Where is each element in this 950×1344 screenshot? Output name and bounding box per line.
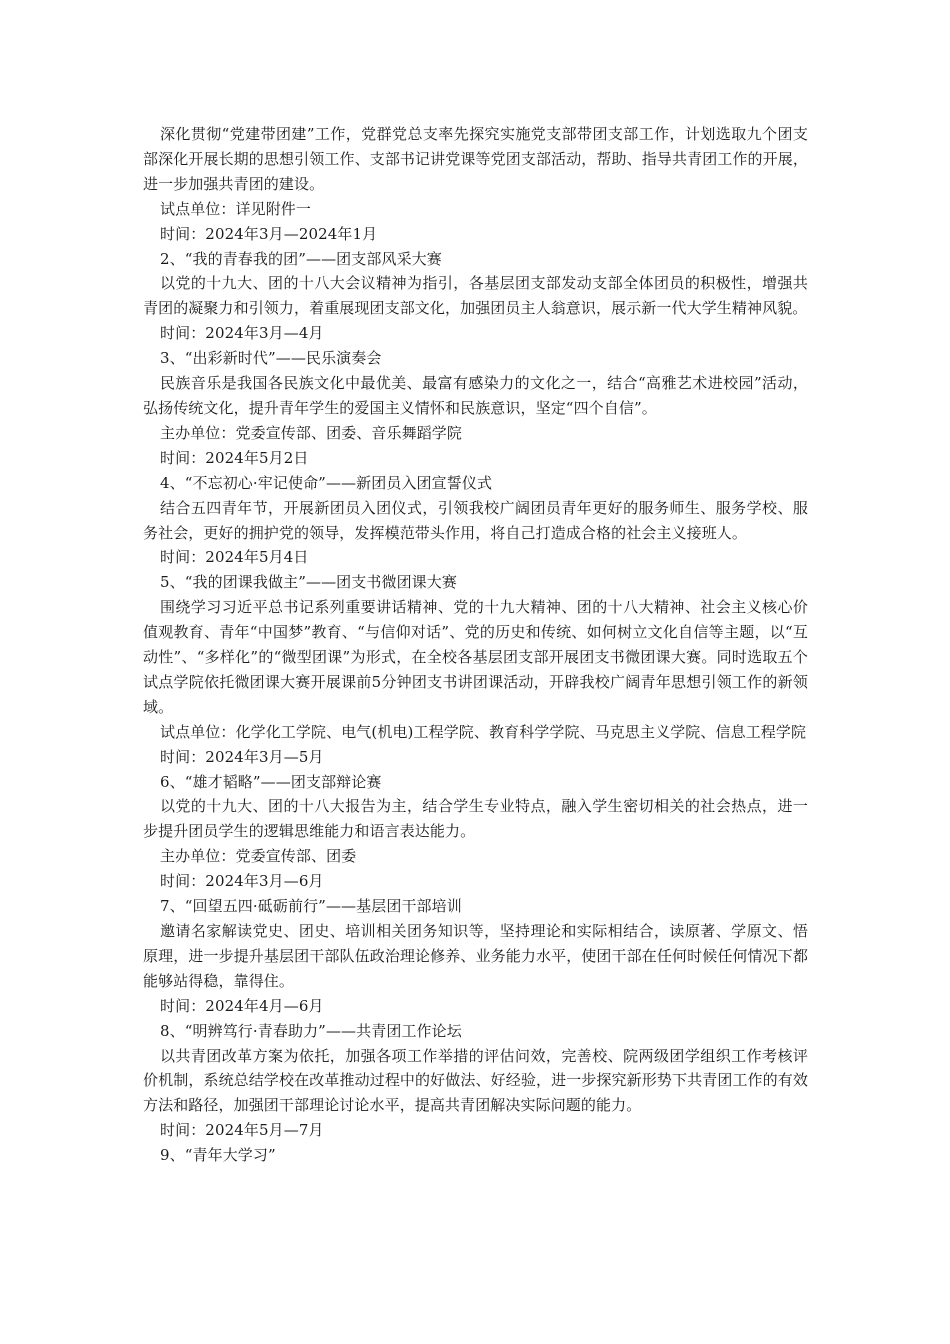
heading-item-5: 5、“我的团课我做主”——团支书微团课大赛 [160, 573, 457, 592]
heading-item-4: 4、“不忘初心·牢记使命”——新团员入团宣誓仪式 [160, 473, 493, 492]
heading-item-2: 2、“我的青春我的团”——团支部风采大赛 [160, 249, 442, 268]
paragraph-time-2: 时间：2024年3月—4月 [160, 324, 324, 343]
paragraph-time-8: 时间：2024年5月—7月 [160, 1121, 324, 1140]
paragraph-organizer-3: 主办单位：党委宣传部、团委、音乐舞蹈学院 [160, 423, 463, 442]
paragraph-time-5: 时间：2024年3月—5月 [160, 747, 324, 766]
heading-item-9: 9、“青年大学习” [160, 1146, 276, 1165]
paragraph-time-7: 时间：2024年4月—6月 [160, 996, 324, 1015]
paragraph-time-4: 时间：2024年5月4日 [160, 548, 309, 567]
heading-item-3: 3、“出彩新时代”——民乐演奏会 [160, 349, 382, 368]
paragraph-pilot-units-1: 试点单位：详见附件一 [160, 199, 312, 218]
heading-item-7: 7、“回望五四·砥砺前行”——基层团干部培训 [160, 897, 462, 916]
paragraph-time-6: 时间：2024年3月—6月 [160, 872, 324, 891]
heading-item-6: 6、“雄才韬略”——团支部辩论赛 [160, 772, 382, 791]
paragraph-item-3-body: 民族音乐是我国各民族文化中最优美、最富有感染力的文化之一，结合“高雅艺术进校园”活动，弘扬传统文化，提升青年学生的爱国主义情怀和民族意识，坚定“四个自信”。 [143, 374, 808, 417]
paragraph-item-2-body: 以党的十九大、团的十八大会议精神为指引，各基层团支部发动支部全体团员的积极性，增强共青团的凝聚力和引领力，着重展现团支部文化，加强团员主人翁意识，展示新一代大学生精神风貌。 [143, 274, 808, 318]
paragraph-item-8-body: 以共青团改革方案为依托，加强各项工作举措的评估问效，完善校、院两级团学组织工作考核评价机制，系统总结学校在改革推动过程中的好做法、好经验，进一步探究新形势下共青团工作的有效方法和路径，加强团干部理论讨论水平，提高共青团解决实际问题的能力。 [143, 1046, 808, 1115]
document-body [143, 122, 808, 1168]
paragraph-time-3: 时间：2024年5月2日 [160, 448, 309, 467]
paragraph-time-1: 时间：2024年3月—2024年1月 [160, 224, 378, 243]
paragraph-item-5-body: 围绕学习习近平总书记系列重要讲话精神、党的十九大精神、团的十八大精神、社会主义核心价值观教育、青年“中国梦”教育、“与信仰对话”、党的历史和传统、如何树立文化自信等主题，以“互动性”、“多样化”的“微型团课”为形式，在全校各基层团支部开展团支书微团课大赛。同时选取五个试点学院依托微团课大赛开展课前5分钟团支书讲团课活动，开辟我校广阔青年思想引领工作的新领域。 [143, 598, 808, 716]
paragraph-intro: 深化贯彻“党建带团建”工作，党群党总支率先探究实施党支部带团支部工作，计划选取九个团支部深化开展长期的思想引领工作、支部书记讲党课等党团支部活动，帮助、指导共青团工作的开展，进一步加强共青团的建设。 [143, 125, 808, 193]
paragraph-item-7-body: 邀请名家解读党史、团史、培训相关团务知识等，坚持理论和实际相结合，读原著、学原文、悟原理，进一步提升基层团干部队伍政治理论修养、业务能力水平，使团干部在任何时候任何情况下都能够站得稳，靠得住。 [143, 922, 808, 990]
paragraph-pilot-units-5: 试点单位：化学化工学院、电气(机电)工程学院、教育科学学院、马克思主义学院、信息工程学院 [160, 722, 807, 741]
paragraph-item-6-body: 以党的十九大、团的十八大报告为主，结合学生专业特点，融入学生密切相关的社会热点，进一步提升团员学生的逻辑思维能力和语言表达能力。 [143, 797, 808, 841]
paragraph-organizer-6: 主办单位：党委宣传部、团委 [160, 847, 357, 866]
paragraph-item-4-body: 结合五四青年节，开展新团员入团仪式，引领我校广阔团员青年更好的服务师生、服务学校、服务社会，更好的拥护党的领导，发挥模范带头作用，将自己打造成合格的社会主义接班人。 [143, 498, 808, 542]
heading-item-8: 8、“明辨笃行·青春助力”——共青团工作论坛 [160, 1021, 462, 1040]
